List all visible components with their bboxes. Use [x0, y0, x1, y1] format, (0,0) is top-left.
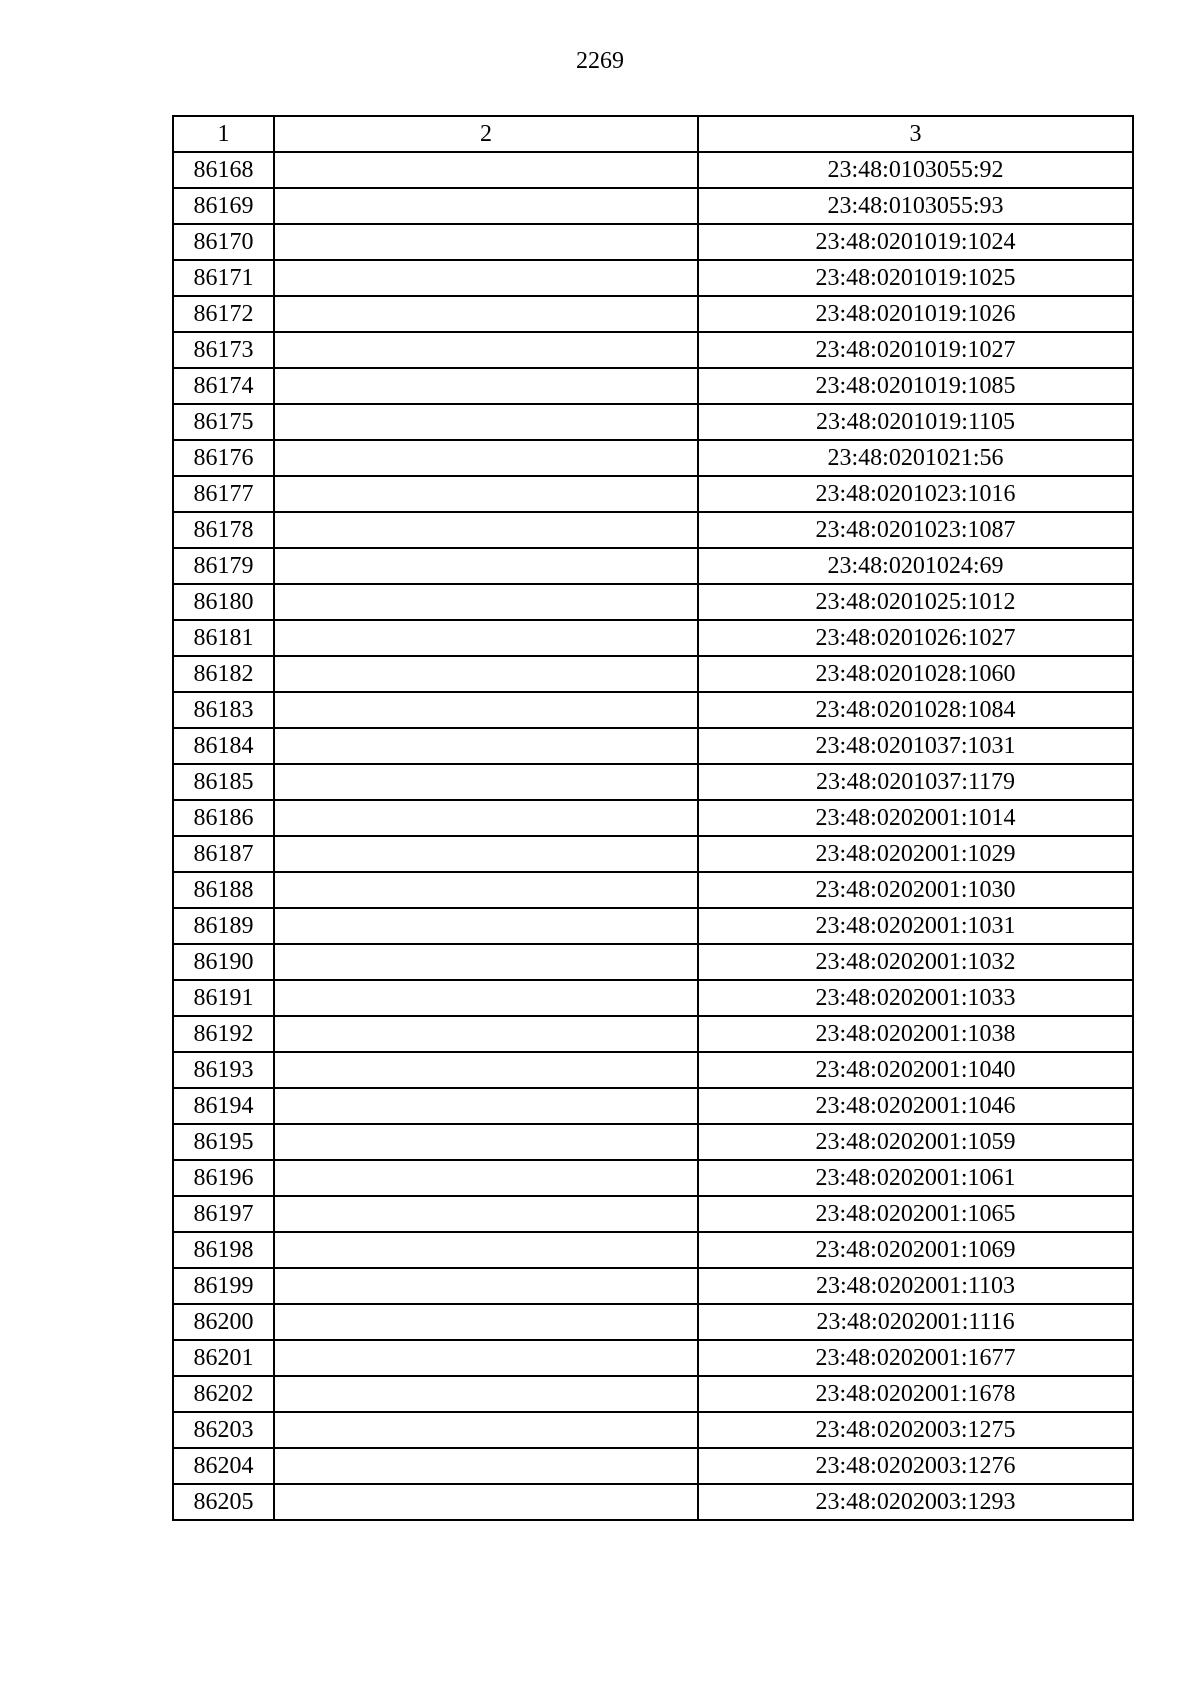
table-row — [173, 188, 1133, 224]
table-row — [173, 1124, 1133, 1160]
table-row — [173, 764, 1133, 800]
cadastral-number-cell: 23:48:0201019:1105 — [698, 404, 1133, 440]
cadastral-number-cell: 23:48:0202001:1038 — [698, 1016, 1133, 1052]
description-cell — [274, 1052, 698, 1088]
row-number-cell: 86179 — [173, 548, 274, 584]
cadastral-number-cell: 23:48:0201023:1087 — [698, 512, 1133, 548]
cadastral-number-cell: 23:48:0202001:1103 — [698, 1268, 1133, 1304]
description-cell — [274, 224, 698, 260]
table-row — [173, 1088, 1133, 1124]
cadastral-number-cell: 23:48:0201037:1179 — [698, 764, 1133, 800]
description-cell — [274, 1412, 698, 1448]
description-cell — [274, 188, 698, 224]
table-row — [173, 1340, 1133, 1376]
row-number-cell: 86189 — [173, 908, 274, 944]
table-row — [173, 296, 1133, 332]
row-number-cell: 86178 — [173, 512, 274, 548]
table-row — [173, 1304, 1133, 1340]
description-cell — [274, 1016, 698, 1052]
cadastral-number-cell: 23:48:0202001:1677 — [698, 1340, 1133, 1376]
row-number-cell: 86205 — [173, 1484, 274, 1520]
cadastral-number-cell: 23:48:0202001:1032 — [698, 944, 1133, 980]
row-number-cell: 86169 — [173, 188, 274, 224]
description-cell — [274, 908, 698, 944]
cadastral-number-cell: 23:48:0202001:1069 — [698, 1232, 1133, 1268]
description-cell — [274, 980, 698, 1016]
column-header-3: 3 — [698, 116, 1133, 152]
header-row — [173, 116, 1133, 152]
row-number-cell: 86181 — [173, 620, 274, 656]
description-cell — [274, 152, 698, 188]
cadastral-number-cell: 23:48:0202001:1678 — [698, 1376, 1133, 1412]
description-cell — [274, 296, 698, 332]
row-number-cell: 86203 — [173, 1412, 274, 1448]
cadastral-number-cell: 23:48:0202001:1061 — [698, 1160, 1133, 1196]
description-cell — [274, 512, 698, 548]
table-row — [173, 476, 1133, 512]
cadastral-number-cell: 23:48:0201037:1031 — [698, 728, 1133, 764]
row-number-cell: 86188 — [173, 872, 274, 908]
table-row — [173, 1196, 1133, 1232]
row-number-cell: 86200 — [173, 1304, 274, 1340]
cadastral-number-cell: 23:48:0103055:93 — [698, 188, 1133, 224]
description-cell — [274, 1268, 698, 1304]
row-number-cell: 86177 — [173, 476, 274, 512]
description-cell — [274, 1376, 698, 1412]
row-number-cell: 86182 — [173, 656, 274, 692]
cadastral-number-cell: 23:48:0201019:1027 — [698, 332, 1133, 368]
table-header — [173, 116, 1133, 152]
row-number-cell: 86174 — [173, 368, 274, 404]
description-cell — [274, 764, 698, 800]
table-row — [173, 692, 1133, 728]
row-number-cell: 86171 — [173, 260, 274, 296]
table-row — [173, 512, 1133, 548]
table-row — [173, 1412, 1133, 1448]
description-cell — [274, 1088, 698, 1124]
row-number-cell: 86176 — [173, 440, 274, 476]
description-cell — [274, 1304, 698, 1340]
row-number-cell: 86183 — [173, 692, 274, 728]
row-number-cell: 86196 — [173, 1160, 274, 1196]
description-cell — [274, 1124, 698, 1160]
table-row — [173, 908, 1133, 944]
data-table — [172, 115, 1134, 1521]
table-row — [173, 1232, 1133, 1268]
row-number-cell: 86187 — [173, 836, 274, 872]
page-number: 2269 — [576, 48, 624, 74]
cadastral-number-cell: 23:48:0202001:1065 — [698, 1196, 1133, 1232]
cadastral-number-cell: 23:48:0202003:1275 — [698, 1412, 1133, 1448]
cadastral-number-cell: 23:48:0201019:1025 — [698, 260, 1133, 296]
row-number-cell: 86197 — [173, 1196, 274, 1232]
description-cell — [274, 836, 698, 872]
table-row — [173, 440, 1133, 476]
cadastral-number-cell: 23:48:0201021:56 — [698, 440, 1133, 476]
cadastral-number-cell: 23:48:0202001:1033 — [698, 980, 1133, 1016]
row-number-cell: 86201 — [173, 1340, 274, 1376]
table-row — [173, 1484, 1133, 1520]
table-row — [173, 404, 1133, 440]
cadastral-number-cell: 23:48:0202003:1293 — [698, 1484, 1133, 1520]
cadastral-number-cell: 23:48:0201023:1016 — [698, 476, 1133, 512]
cadastral-number-cell: 23:48:0202001:1040 — [698, 1052, 1133, 1088]
row-number-cell: 86195 — [173, 1124, 274, 1160]
description-cell — [274, 692, 698, 728]
table-row — [173, 836, 1133, 872]
table-row — [173, 1160, 1133, 1196]
row-number-cell: 86193 — [173, 1052, 274, 1088]
table-row — [173, 260, 1133, 296]
cadastral-number-cell: 23:48:0202001:1014 — [698, 800, 1133, 836]
row-number-cell: 86184 — [173, 728, 274, 764]
row-number-cell: 86191 — [173, 980, 274, 1016]
row-number-cell: 86202 — [173, 1376, 274, 1412]
table-row — [173, 1448, 1133, 1484]
description-cell — [274, 1448, 698, 1484]
cadastral-number-cell: 23:48:0201026:1027 — [698, 620, 1133, 656]
table-row — [173, 728, 1133, 764]
table-row — [173, 1268, 1133, 1304]
description-cell — [274, 944, 698, 980]
cadastral-number-cell: 23:48:0201028:1060 — [698, 656, 1133, 692]
row-number-cell: 86204 — [173, 1448, 274, 1484]
description-cell — [274, 1160, 698, 1196]
table-row — [173, 1016, 1133, 1052]
row-number-cell: 86185 — [173, 764, 274, 800]
description-cell — [274, 548, 698, 584]
row-number-cell: 86170 — [173, 224, 274, 260]
description-cell — [274, 656, 698, 692]
column-header-2: 2 — [274, 116, 698, 152]
row-number-cell: 86175 — [173, 404, 274, 440]
table-row — [173, 152, 1133, 188]
table-row — [173, 1376, 1133, 1412]
description-cell — [274, 872, 698, 908]
cadastral-number-cell: 23:48:0201028:1084 — [698, 692, 1133, 728]
cadastral-number-cell: 23:48:0202001:1031 — [698, 908, 1133, 944]
table-row — [173, 548, 1133, 584]
description-cell — [274, 1232, 698, 1268]
table-row — [173, 368, 1133, 404]
description-cell — [274, 620, 698, 656]
cadastral-number-cell: 23:48:0202003:1276 — [698, 1448, 1133, 1484]
cadastral-number-cell: 23:48:0202001:1116 — [698, 1304, 1133, 1340]
cadastral-number-cell: 23:48:0202001:1030 — [698, 872, 1133, 908]
table-body — [173, 152, 1133, 1520]
row-number-cell: 86190 — [173, 944, 274, 980]
table-row — [173, 872, 1133, 908]
description-cell — [274, 1484, 698, 1520]
row-number-cell: 86198 — [173, 1232, 274, 1268]
description-cell — [274, 368, 698, 404]
table-row — [173, 944, 1133, 980]
row-number-cell: 86199 — [173, 1268, 274, 1304]
row-number-cell: 86173 — [173, 332, 274, 368]
row-number-cell: 86180 — [173, 584, 274, 620]
description-cell — [274, 260, 698, 296]
description-cell — [274, 584, 698, 620]
cadastral-number-cell: 23:48:0201019:1085 — [698, 368, 1133, 404]
table-row — [173, 224, 1133, 260]
cadastral-number-cell: 23:48:0202001:1059 — [698, 1124, 1133, 1160]
cadastral-number-cell: 23:48:0201024:69 — [698, 548, 1133, 584]
description-cell — [274, 332, 698, 368]
cadastral-number-cell: 23:48:0201019:1024 — [698, 224, 1133, 260]
description-cell — [274, 1196, 698, 1232]
cadastral-number-cell: 23:48:0103055:92 — [698, 152, 1133, 188]
description-cell — [274, 1340, 698, 1376]
row-number-cell: 86168 — [173, 152, 274, 188]
table-row — [173, 656, 1133, 692]
row-number-cell: 86186 — [173, 800, 274, 836]
row-number-cell: 86192 — [173, 1016, 274, 1052]
description-cell — [274, 476, 698, 512]
table-row — [173, 584, 1133, 620]
description-cell — [274, 404, 698, 440]
cadastral-number-cell: 23:48:0202001:1046 — [698, 1088, 1133, 1124]
description-cell — [274, 800, 698, 836]
cadastral-number-cell: 23:48:0201019:1026 — [698, 296, 1133, 332]
cadastral-number-cell: 23:48:0201025:1012 — [698, 584, 1133, 620]
table-row — [173, 1052, 1133, 1088]
table-row — [173, 800, 1133, 836]
row-number-cell: 86194 — [173, 1088, 274, 1124]
column-header-1: 1 — [173, 116, 274, 152]
table-row — [173, 980, 1133, 1016]
cadastral-number-cell: 23:48:0202001:1029 — [698, 836, 1133, 872]
table-row — [173, 332, 1133, 368]
description-cell — [274, 440, 698, 476]
row-number-cell: 86172 — [173, 296, 274, 332]
table-row — [173, 620, 1133, 656]
description-cell — [274, 728, 698, 764]
